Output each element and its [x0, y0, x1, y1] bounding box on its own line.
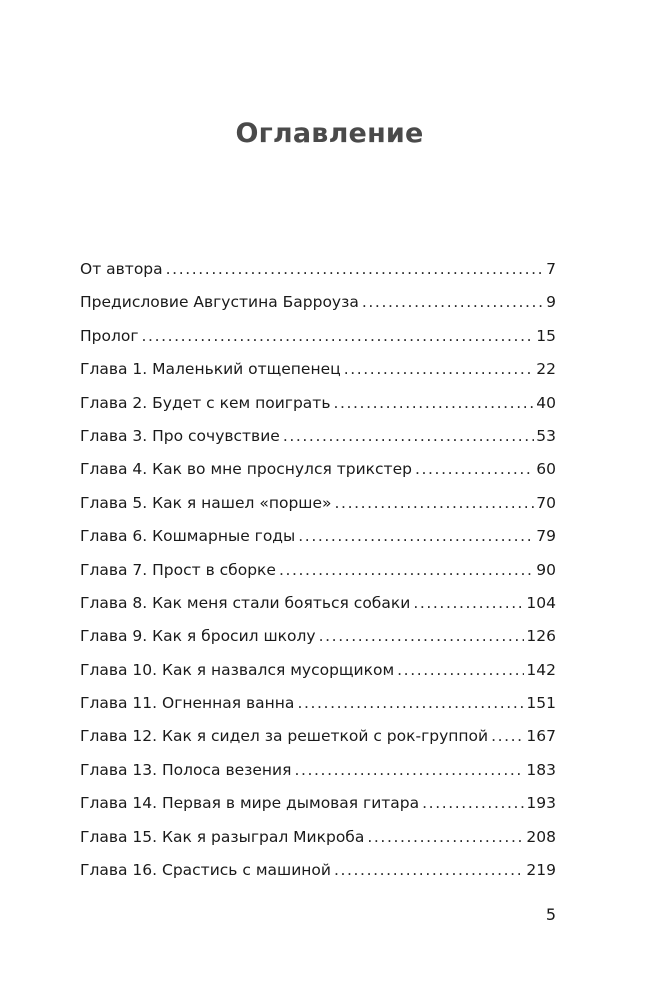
toc-entry: [80, 291, 556, 324]
toc-entry-page: 60: [536, 460, 556, 479]
toc-entry: [80, 559, 556, 592]
toc-entry: [80, 692, 556, 725]
toc-entry: [80, 525, 556, 558]
toc-entry-page: 193: [526, 794, 556, 813]
toc-entry-title: Глава 11. Огненная ванна: [80, 694, 295, 713]
dot-leader: [279, 559, 534, 581]
toc-entry-title: Глава 6. Кошмарные годы: [80, 527, 296, 546]
toc-entry-title: Глава 14. Первая в мире дымовая гитара: [80, 794, 420, 813]
toc-entry: [80, 425, 556, 458]
toc-entry-title: Предисловие Августина Барроуза: [80, 293, 359, 312]
toc-entry-page: 183: [526, 760, 556, 779]
page-title: Оглавление: [235, 118, 424, 149]
toc-entry-page: 90: [536, 560, 556, 579]
toc-entry: [80, 859, 556, 892]
toc-entry-page: 7: [546, 260, 556, 278]
toc-entry-title: Пролог: [80, 326, 139, 345]
toc-entry-page: 15: [536, 326, 556, 345]
toc-entry: [80, 592, 556, 625]
dot-leader: [362, 291, 544, 313]
toc-entry: [80, 392, 556, 425]
toc-entry-page: 53: [536, 426, 556, 445]
toc-entry-page: 40: [536, 393, 556, 412]
dot-leader: [142, 325, 535, 347]
toc-entry: [80, 492, 556, 525]
dot-leader: [413, 592, 524, 614]
dot-leader: [294, 759, 524, 781]
toc-entry-title: Глава 4. Как во мне проснулся трикстер: [80, 460, 412, 479]
toc-entry-page: 79: [536, 527, 556, 546]
toc-entry-page: 104: [526, 593, 556, 612]
dot-leader: [422, 792, 524, 814]
toc-entry-title: Глава 15. Как я разыграл Микроба: [80, 827, 365, 846]
toc-entry-title: Глава 8. Как меня стали бояться собаки: [80, 593, 411, 612]
toc-entry-title: Глава 13. Полоса везения: [80, 760, 292, 779]
toc-entry: [80, 759, 556, 792]
toc-entry-title: Глава 12. Как я сидел за решеткой с рок-группой: [80, 727, 489, 746]
toc-entry: [80, 625, 556, 658]
toc-entry-page: 208: [526, 827, 556, 846]
toc-entry-page: 167: [526, 727, 556, 746]
dot-leader: [166, 258, 544, 280]
toc-entry: [80, 659, 556, 692]
dot-leader: [491, 725, 524, 747]
dot-leader: [297, 692, 524, 714]
toc-entry-page: 142: [526, 660, 556, 679]
toc-entry: [80, 826, 556, 859]
dot-leader: [397, 659, 524, 681]
toc-entry-page: 70: [536, 493, 556, 512]
dot-leader: [283, 425, 534, 447]
toc-entry-title: Глава 1. Маленький отщепенец: [80, 360, 341, 379]
dot-leader: [334, 859, 524, 881]
toc-entry: [80, 792, 556, 825]
toc-entry: [80, 258, 556, 291]
toc-entry-title: Глава 2. Будет с кем поиграть: [80, 393, 331, 412]
dot-leader: [335, 492, 535, 514]
toc-entry-title: Глава 5. Как я нашел «порше»: [80, 493, 332, 512]
toc-entry: [80, 458, 556, 491]
toc-entry-title: Глава 16. Срастись с машиной: [80, 861, 331, 880]
toc-entry-page: 126: [526, 627, 556, 646]
dot-leader: [367, 826, 524, 848]
toc-entry: [80, 325, 556, 358]
dot-leader: [344, 358, 535, 380]
toc-entry-title: Глава 7. Прост в сборке: [80, 560, 276, 579]
toc-entry-title: Глава 10. Как я назвался мусорщиком: [80, 660, 395, 679]
table-of-contents: [80, 258, 556, 892]
toc-entry-title: Глава 3. Про сочувствие: [80, 426, 280, 445]
toc-entry: [80, 725, 556, 758]
dot-leader: [298, 525, 534, 547]
toc-entry-page: 151: [526, 694, 556, 713]
toc-entry-title: Глава 9. Как я бросил школу: [80, 627, 316, 646]
toc-entry-title: От автора: [80, 260, 163, 278]
dot-leader: [333, 392, 534, 414]
toc-entry-page: 9: [546, 293, 556, 312]
toc-entry-page: 219: [526, 861, 556, 880]
toc-entry: [80, 358, 556, 391]
dot-leader: [415, 458, 534, 480]
page-number: 5: [545, 905, 556, 924]
dot-leader: [319, 625, 525, 647]
toc-entry-page: 22: [536, 360, 556, 379]
